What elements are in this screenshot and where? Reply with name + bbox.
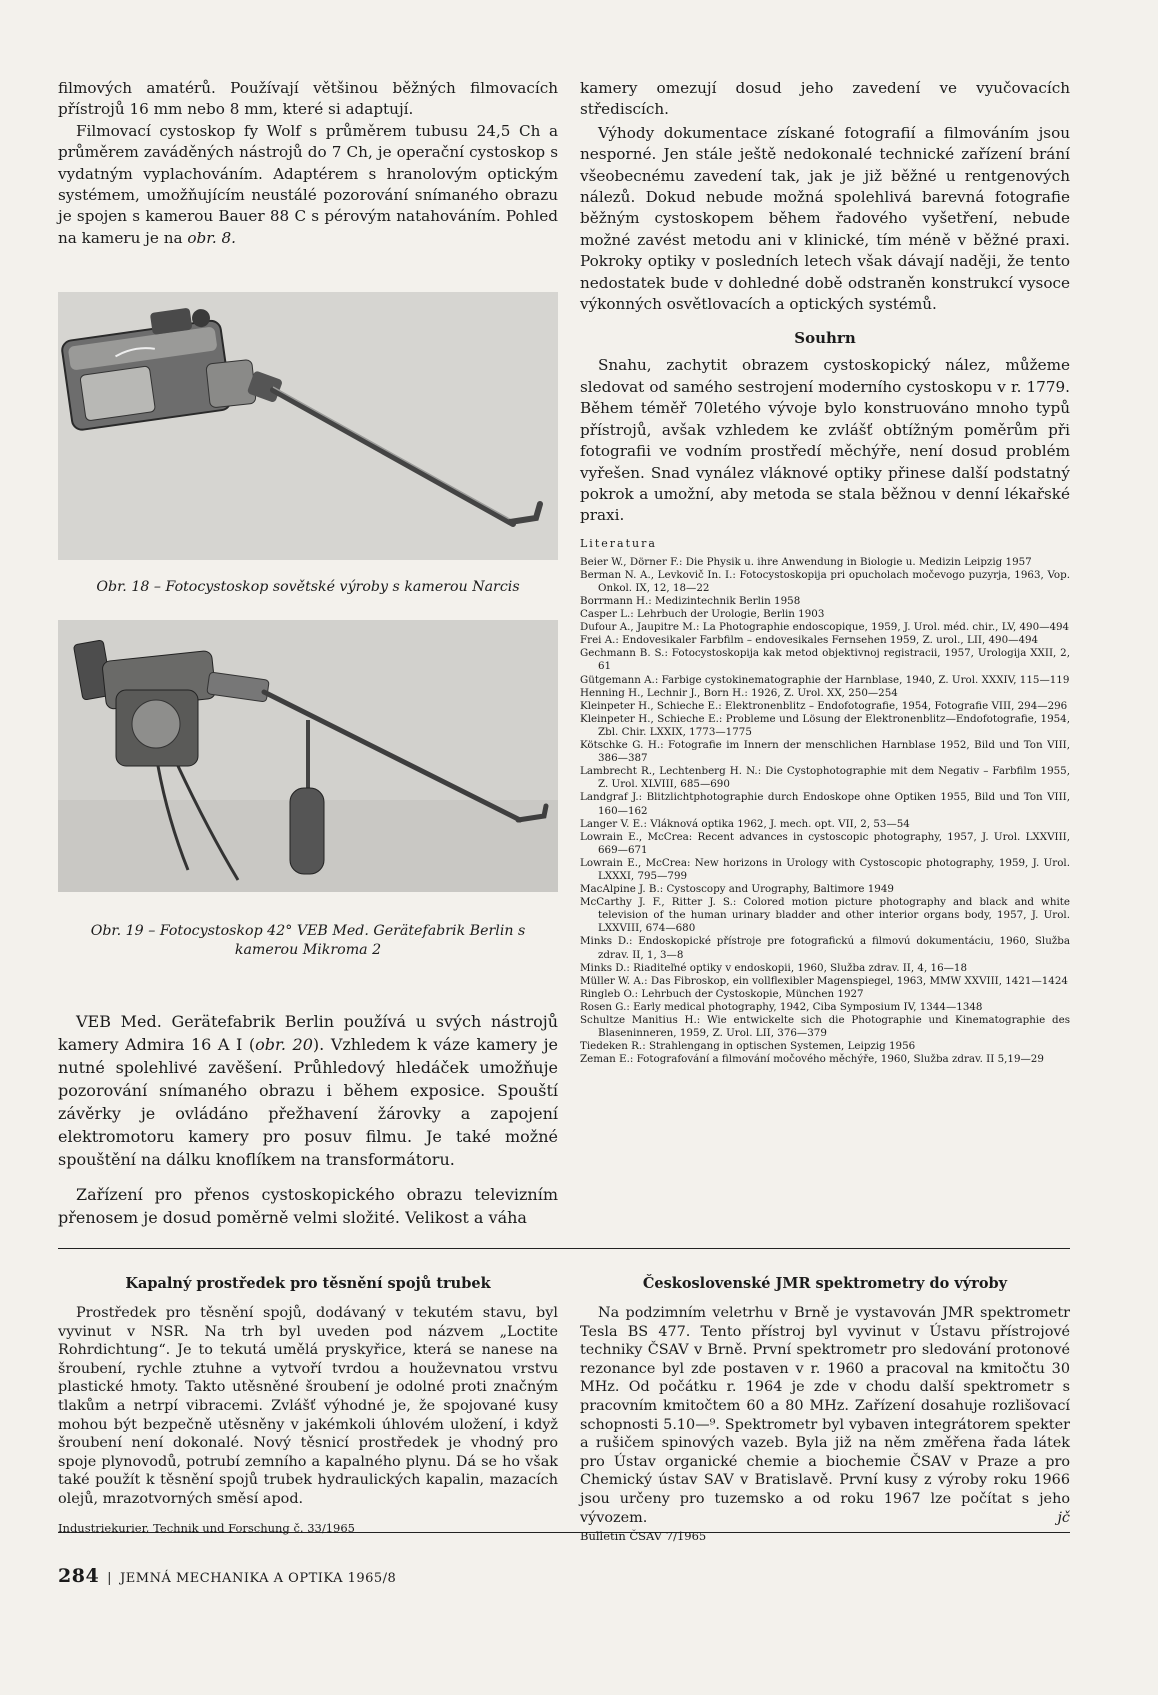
journal-name: JEMNÁ MECHANIKA A OPTIKA 1965/8 — [120, 1571, 397, 1586]
news-title-right: Československé JMR spektrometry do výroby — [642, 1275, 1008, 1292]
cystoscope-camera-illustration — [58, 620, 558, 892]
reference-item: Beier W., Dörner F.: Die Physik u. ihre Anwendung in Biologie u. Medizin Leipzig 1957 — [580, 555, 1032, 568]
figure-18-caption: Obr. 18 – Fotocystoskop sovětské výroby s kamerou Narcis — [96, 579, 520, 595]
literature-heading: Literatura — [580, 536, 657, 550]
reference-item: Lowrain E., McCrea: Recent advances in cystoscopic photography, 1957, J. Urol. LXXVIII, 669—671 — [580, 830, 1070, 856]
summary-heading: Souhrn — [794, 329, 856, 348]
reference-item: Kleinpeter H., Schieche E.: Probleme und Lösung der Elektronenblitz—Endofotografie, 1954, Zbl. Chir. LXXIX, 1773—1775 — [580, 712, 1070, 738]
right-paragraph-2: Výhody dokumentace získané fotografií a filmováním jsou nesporné. Jen stále ještě nedokonalé technické zařízení brání všeobecnému zavedení tak, jak je již běžné u rentgenových nálezů. Dokud nebude možná spolehlivá barevná fotografie běžným cystoskopem během řadového vyšetření, nebude možné zavést metodu ani v klinické, tím méně v běžné praxi. Pokroky optiky v posledních letech však dávají naději, že tento nedostatek bude v dohledné době odstraněn konstrukcí vysoce výkonných osvětlovacích a optických systémů. — [580, 123, 1070, 314]
reference-item: Langer V. E.: Vláknová optika 1962, J. mech. opt. VII, 2, 53—54 — [580, 817, 910, 830]
reference-item: Kleinpeter H., Schieche E.: Elektronenblitz – Endofotografie, 1954, Fotografie VIII, 294—296 — [580, 699, 1068, 712]
left-paragraph-4: Zařízení pro přenos cystoskopického obrazu televizním přenosem je dosud poměrně velmi složité. Velikost a váha — [58, 1185, 558, 1227]
author-signature: jč — [1057, 1509, 1070, 1526]
reference-item: Dufour A., Jaupitre M.: La Photographie endoscopique, 1959, J. Urol. méd. chir., LV, 490—494 — [580, 621, 1070, 634]
reference-item: Zeman E.: Fotografování a filmování močového měchýře, 1960, Služba zdrav. II 5,19—29 — [580, 1053, 1044, 1066]
reference-item: Minks D.: Endoskopické přístroje pre fotografickú a filmovú dokumentáciu, 1960, Služba zdrav. II, 1, 3—8 — [580, 935, 1070, 961]
reference-item: Casper L.: Lehrbuch der Urologie, Berlin 1903 — [580, 608, 825, 621]
reference-item: Borrmann H.: Medizintechnik Berlin 1958 — [580, 595, 801, 607]
footer-separator: | — [107, 1571, 113, 1586]
reference-item: Ringleb O.: Lehrbuch der Cystoskopie, München 1927 — [580, 987, 864, 1000]
section-divider-top — [58, 1248, 1070, 1249]
reference-item: McCarthy J. F., Ritter J. S.: Colored motion picture photography and black and white television of the human urinary bladder and other interior organs body, 1957, J. Urol. LXXVIII, 674—680 — [580, 896, 1070, 935]
news-source-right: Bulletin ČSAV 7/1965 — [580, 1529, 707, 1544]
reference-item: Lambrecht R., Lechtenberg H. N.: Die Cystophotographie mit dem Negativ – Farbfilm 1955, Z. Urol. XLVIII, 685—690 — [580, 765, 1070, 791]
news-body-left: Prostředek pro těsnění spojů, dodávaný v tekutém stavu, byl vyvinut v NSR. Na trh byl uveden pod názvem „Loctite Rohrdichtung“. Je to tekutá umělá pryskyřice, která se nanese na šroubení, rychle ztuhne a vytvoří tvrdou a houževnatou vrstvu plastické hmoty. Takto utěsněné šroubení je odolné proti značným tlakům a netrpí vibracemi. Zvlášť výhodné je, že spojované kusy mohou být bezpečně utěsněny v jakémkoli úhlovém uložení, i když šroubení není dokonalé. Nový těsnicí prostředek je vhodný pro spoje plynovodů, potrubí zemního a kapalného plynu. Dá se ho však také použít k těsnění spojů trubek hydraulických kapalin, mazacích olejů, mrazotvorných směsí apod. — [58, 1305, 558, 1507]
reference-item: Müller W. A.: Das Fibroskop, ein vollflexibler Magenspiegel, 1963, MMW XXVIII, 1421—1424 — [580, 974, 1068, 987]
reference-item: Lowrain E., McCrea: New horizons in Urology with Cystoscopic photography, 1959, J. Urol. LXXXI, 795—799 — [580, 856, 1070, 882]
figure-18-photo — [58, 292, 558, 560]
figure-reference: obr. 8. — [187, 228, 236, 247]
news-article-left — [58, 1275, 558, 1535]
reference-item: Kötschke G. H.: Fotografie im Innern der menschlichen Harnblase 1952, Bild und Ton VIII, 386—387 — [580, 739, 1070, 765]
left-column — [58, 78, 558, 249]
left-paragraph-1: filmových amatérů. Používají většinou běžných filmovacích přístrojů 16 mm nebo 8 mm, které si adaptují. — [58, 79, 558, 119]
news-source-left: Industriekurier, Technik und Forschung č. 33/1965 — [58, 1520, 355, 1535]
right-paragraph-1: kamery omezují dosud jeho zavedení ve vyučovacích střediscích. — [580, 79, 1070, 119]
left-paragraph-2: Filmovací cystoskop fy Wolf s průměrem tubusu 24,5 Ch a průměrem zaváděných nástrojů do 7 Ch, je operační cystoskop s vydatným vyplachováním. Adaptérem s hranolovým optickým systémem, umožňujícím neustálé pozorování snímaného obrazu je spojen s kamerou Bauer 88 C s pérovým natahováním. Pohled na kameru je na obr. 8. — [58, 121, 558, 247]
camera-cystoscope-illustration — [58, 292, 558, 560]
news-body-right: Na podzimním veletrhu v Brně je vystavován JMR spektrometr Tesla BS 477. Tento přístroj byl vyvinut v Ústavu přístrojové techniky ČSAV v Brně. První spektrometr pro sledování protonové rezonance byl zde postaven v r. 1960 a pracoval na kmitočtu 30 MHz. Od počátku r. 1964 je zde v chodu další spektrometr s pracovním kmitočtem 60 a 80 MHz. Zařízení dosahuje rozlišovací schopnosti 5.10—⁹. Spektrometr byl vybaven integrátorem spekter a rušičem spinových vazeb. Byla již na něm změřena řada látek pro Ústav organické chemie a biochemie ČSAV v Praze a pro Chemický ústav SAV v Bratislavě. První kusy z výroby roku 1966 jsou určeny pro tuzemsko a od roku 1967 lze počítat s jeho vývozem. jč — [580, 1305, 1070, 1526]
page-footer — [58, 1565, 396, 1587]
reference-item: Minks D.: Riaditeľné optiky v endoskopii, 1960, Služba zdrav. II, 4, 16—18 — [580, 961, 968, 974]
figure-19-caption: Obr. 19 – Fotocystoskop 42° VEB Med. Gerätefabrik Berlin s kamerou Mikroma 2 — [90, 923, 526, 958]
reference-item: Henning H., Lechnir J., Born H.: 1926, Z. Urol. XX, 250—254 — [580, 686, 898, 699]
reference-item: Berman N. A., Levkovič In. I.: Fotocystoskopija pri opucholach močevogo puzyrja, 1963, Vop. Onkol. IX, 12, 18—22 — [580, 568, 1070, 594]
reference-item: MacAlpine J. B.: Cystoscopy and Urography, Baltimore 1949 — [580, 883, 894, 896]
left-paragraph-3: VEB Med. Gerätefabrik Berlin používá u svých nástrojů kamery Admira 16 A I (obr. 20). Vzhledem k váze kamery je nutné spolehlivé zavěšení. Průhledový hledáček umožňuje pozorování snímaného obrazu i během exposice. Spouští závěrky je ovládáno přežhavení žárovky a zapojení elektromotoru kamery pro posuv filmu. Je také možné spouštění na dálku knoflíkem na transformátoru. — [58, 1012, 558, 1169]
reference-item: Schultze Manitius H.: Wie entwickelte sich die Photographie und Kinematographie des Blaseninneren, 1959, Z. Urol. LII, 376—379 — [580, 1014, 1070, 1040]
reference-item: Tiedeken R.: Strahlengang in optischen Systemen, Leipzig 1956 — [580, 1040, 916, 1053]
figure-19-photo — [58, 620, 558, 892]
summary-paragraph: Snahu, zachytit obrazem cystoskopický nález, můžeme sledovat od samého sestrojení moderního cystoskopu v r. 1779. Během téměř 70letého vývoje bylo konstruováno mnoho typů přístrojů, avšak vzhledem ke zvlášť obtížným poměrům při fotografii ve vodním prostředí měchýře, není dosud problém vyřešen. Snad vynález vláknové optiky přinese další podstatný pokrok a umožní, aby metoda se stala běžnou v denní lékařské praxi. — [580, 356, 1070, 525]
news-title-left: Kapalný prostředek pro těsnění spojů trubek — [125, 1275, 491, 1292]
left-column-lower — [58, 1010, 558, 1229]
reference-item: Rosen G.: Early medical photography, 1942, Ciba Symposium IV, 1344—1348 — [580, 1000, 983, 1013]
news-article-right — [580, 1275, 1070, 1543]
reference-item: Landgraf J.: Blitzlichtphotographie durch Endoskope ohne Optiken 1955, Bild und Ton VIII, 160—162 — [580, 791, 1070, 817]
reference-item: Gechmann B. S.: Fotocystoskopija kak metod objektivnoj registracii, 1957, Urologija XXII, 2, 61 — [580, 647, 1070, 673]
reference-item: Gütgemann A.: Farbige cystokinematographie der Harnblase, 1940, Z. Urol. XXXIV, 115—119 — [580, 673, 1070, 686]
figure-reference-20: obr. 20 — [255, 1035, 313, 1054]
section-divider-bottom — [58, 1532, 1070, 1533]
reference-list — [580, 556, 1070, 1067]
page-number: 284 — [58, 1565, 100, 1587]
right-column — [580, 78, 1070, 1066]
reference-item: Frei A.: Endovesikaler Farbfilm – endovesikales Fernsehen 1959, Z. urol., LII, 490—494 — [580, 634, 1039, 647]
